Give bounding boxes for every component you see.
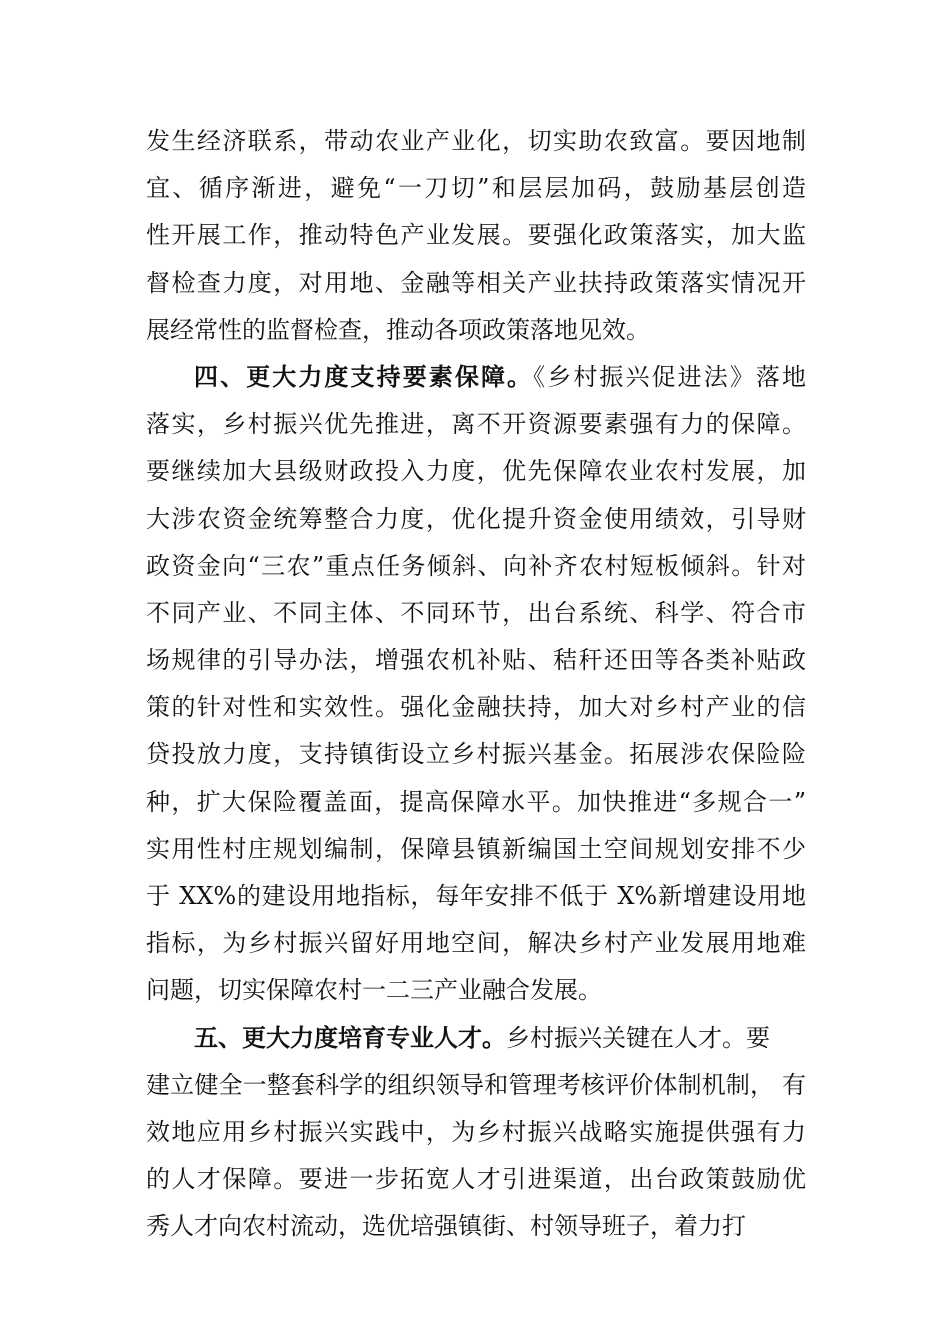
text-line: 发生经济联系，带动农业产业化，切实助农致富。要因地制 [146, 127, 806, 155]
text-line: 大涉农资金统筹整合力度，优化提升资金使用绩效，引导财 [146, 504, 806, 533]
text-line: 策的针对性和实效性。强化金融扶持，加大对乡村产业的信 [146, 693, 806, 722]
text-line-first [146, 354, 806, 401]
document-body [146, 118, 806, 1251]
text-line: 政资金向“三农”重点任务倾斜、向补齐农村短板倾斜。针对 [146, 551, 806, 580]
section-heading: 四、更大力度支持要素保障。 [194, 362, 534, 391]
text-line: 督检查力度，对用地、金融等相关产业扶持政策落实情况开 [146, 268, 806, 297]
text-line: 场规律的引导办法，增强农机补贴、秸秆还田等各类补贴政 [146, 646, 806, 675]
section-heading: 五、更大力度培育专业人才。 [194, 1023, 506, 1052]
text-line: 落实，乡村振兴优先推进，离不开资源要素强有力的保障。 [146, 410, 806, 439]
paragraph-3 [146, 1015, 806, 1251]
text-line: 不同产业、不同主体、不同环节，出台系统、科学、符合市 [146, 598, 806, 627]
text-line: 种，扩大保险覆盖面，提高保障水平。加快推进“多规合一” [146, 787, 806, 816]
paragraph-2 [146, 354, 806, 1015]
text-run: 乡村振兴关键在人才。要 [506, 1023, 770, 1052]
paragraph-1 [146, 118, 806, 354]
text-line: 建立健全一整套科学的组织领导和管理考核评价体制机制， 有 [146, 1070, 806, 1099]
text-line: 贷投放力度，支持镇街设立乡村振兴基金。拓展涉农保险险 [146, 740, 806, 769]
text-run: 《乡村振兴促进法》落地 [533, 362, 807, 391]
text-line: 效地应用乡村振兴实践中，为乡村振兴战略实施提供强有力 [146, 1117, 806, 1146]
text-line: 实用性村庄规划编制，保障县镇新编国土空间规划安排不少 [146, 834, 806, 863]
text-line: 于 XX%的建设用地指标，每年安排不低于 X%新增建设用地 [146, 882, 806, 910]
text-line: 要继续加大县级财政投入力度，优先保障农业农村发展，加 [146, 457, 806, 486]
text-line: 展经常性的监督检查，推动各项政策落地见效。 [146, 315, 650, 344]
text-line: 秀人才向农村流动，选优培强镇街、村领导班子，着力打 [146, 1212, 746, 1241]
text-line: 性开展工作，推动特色产业发展。要强化政策落实，加大监 [146, 221, 806, 250]
text-line: 指标，为乡村振兴留好用地空间，解决乡村产业发展用地难 [146, 929, 806, 958]
text-line-first [146, 1015, 806, 1062]
text-line: 宜、循序渐进，避免“一刀切”和层层加码，鼓励基层创造 [146, 174, 806, 203]
text-line: 问题，切实保障农村一二三产业融合发展。 [146, 976, 602, 1005]
text-line: 的人才保障。要进一步拓宽人才引进渠道，出台政策鼓励优 [146, 1165, 806, 1194]
